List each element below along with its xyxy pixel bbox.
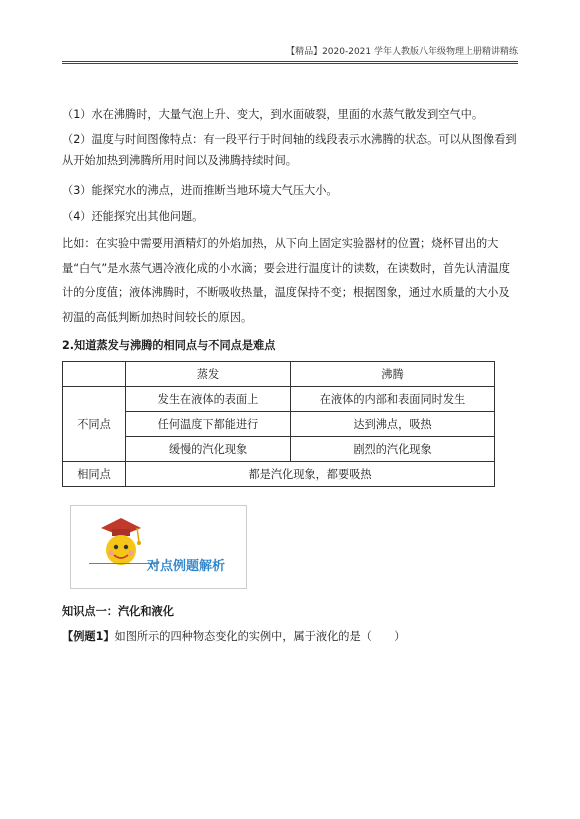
example-tag: 【例题1】 [62, 630, 115, 643]
table-row [63, 462, 495, 487]
table-cell: 发生在液体的表面上 [126, 387, 291, 412]
paragraph-3: （3）能探究水的沸点，进而推断当地环境大气压大小。 [62, 184, 338, 197]
example-text: 如图所示的四种物态变化的实例中，属于液化的是（ ） [114, 630, 406, 643]
table-row [63, 387, 495, 412]
header-divider [62, 63, 518, 64]
comparison-table [62, 361, 495, 487]
col-header-evaporation: 蒸发 [126, 362, 291, 387]
section-heading: 2.知道蒸发与沸腾的相同点与不同点是难点 [62, 339, 276, 352]
table-row [63, 437, 495, 462]
graduate-mascot-icon [95, 514, 147, 570]
page-header: 【精品】2020-2021 学年人教版八年级物理上册精讲精练 [62, 44, 518, 62]
table-row [63, 362, 495, 387]
paragraph-example: 比如：在实验中需要用酒精灯的外焰加热，从下向上固定实验器材的位置；烧杯冒出的大量“白气”是水蒸气遇冷液化成的小水滴；要会进行温度计的读数，在读数时，首先认清温度计的分度值；液体沸腾时，不断吸收热量，温度保持不变；根据图象，通过水质量的大小及初温的高低判断加热时间较长的原因。 [62, 237, 510, 324]
example-question [62, 626, 518, 647]
table-cell: 达到沸点，吸热 [291, 412, 495, 437]
paragraph-1: （1）水在沸腾时，大量气泡上升、变大，到水面破裂，里面的水蒸气散发到空气中。 [62, 108, 484, 121]
banner-title: 对点例题解析 [147, 559, 226, 574]
table-row [63, 412, 495, 437]
table-corner [63, 362, 126, 387]
row-label-similarities: 相同点 [63, 462, 126, 487]
col-header-boiling: 沸腾 [291, 362, 495, 387]
table-cell: 缓慢的汽化现象 [126, 437, 291, 462]
table-cell: 剧烈的汽化现象 [291, 437, 495, 462]
knowledge-heading: 知识点一：汽化和液化 [62, 605, 174, 618]
paragraph-2: （2）温度与时间图像特点：有一段平行于时间轴的线段表示水沸腾的状态。可以从图像看到从开始加热到沸腾所用时间以及沸腾持续时间。 [62, 133, 517, 167]
row-label-differences: 不同点 [63, 387, 126, 462]
table-cell: 在液体的内部和表面同时发生 [291, 387, 495, 412]
example-banner [70, 505, 247, 589]
paragraph-4: （4）还能探究出其他问题。 [62, 210, 204, 223]
table-cell: 任何温度下都能进行 [126, 412, 291, 437]
table-cell: 都是汽化现象，都要吸热 [126, 462, 495, 487]
